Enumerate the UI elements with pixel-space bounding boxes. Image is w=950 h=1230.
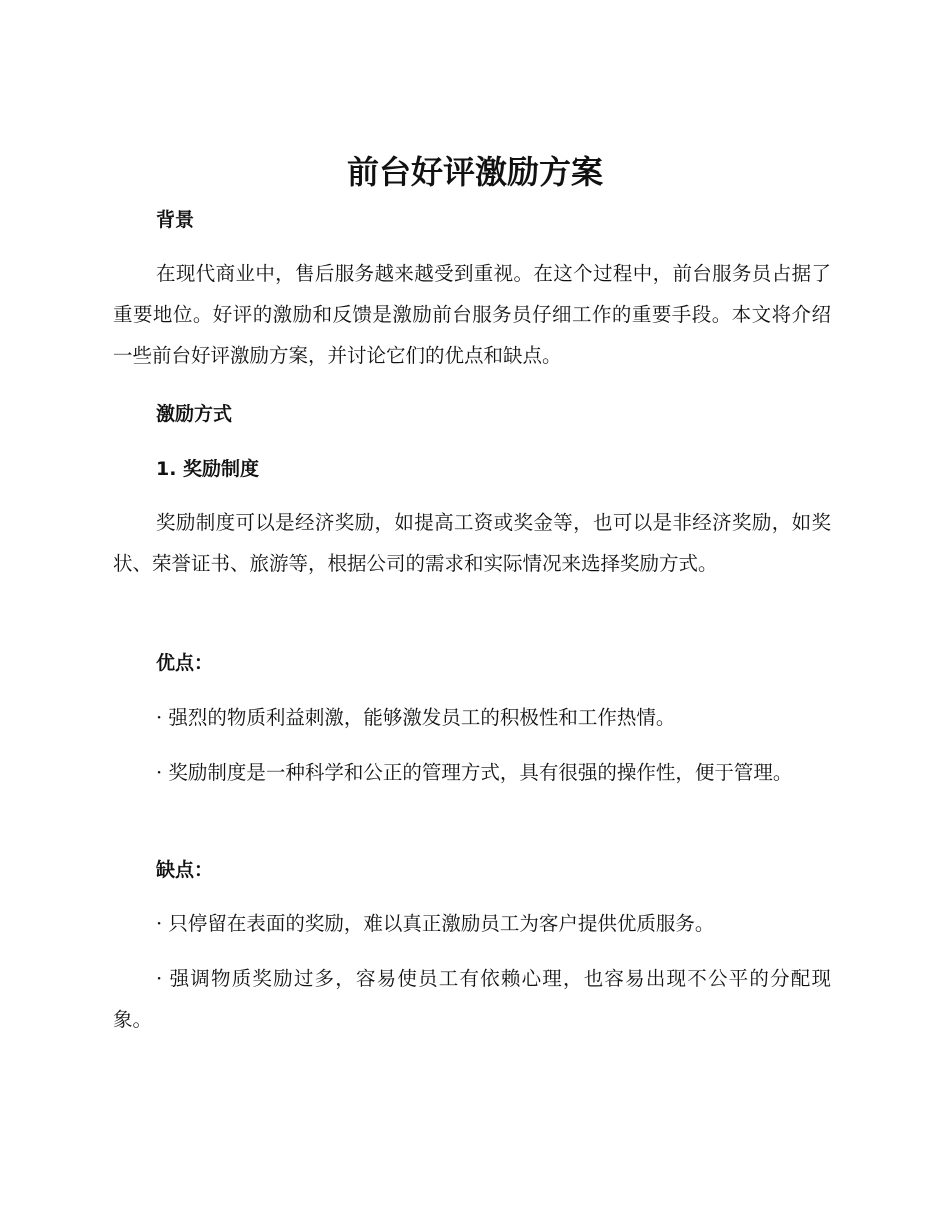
pros-item: · 奖励制度是一种科学和公正的管理方式，具有很强的操作性，便于管理。 (156, 761, 793, 784)
document-title: 前台好评激励方案 (346, 153, 603, 191)
heading-methods: 激励方式 (156, 403, 233, 425)
heading-pros: 优点： (156, 652, 214, 674)
reward-paragraph: 奖励制度可以是经济奖励，如提高工资或奖金等，也可以是非经济奖励，如奖状、荣誉证书、旅游等，根据公司的需求和实际情况来选择奖励方式。 (113, 511, 831, 575)
heading-cons: 缺点： (156, 859, 214, 881)
heading-background: 背景 (156, 209, 195, 231)
heading-reward-system: 1. 奖励制度 (156, 458, 260, 480)
cons-item: · 强调物质奖励过多，容易使员工有依赖心理，也容易出现不公平的分配现象。 (113, 967, 831, 1031)
pros-item: · 强烈的物质利益刺激，能够激发员工的积极性和工作热情。 (156, 706, 676, 729)
cons-item: · 只停留在表面的奖励，难以真正激励员工为客户提供优质服务。 (156, 912, 715, 935)
background-paragraph: 在现代商业中，售后服务越来越受到重视。在这个过程中，前台服务员占据了重要地位。好评的激励和反馈是激励前台服务员仔细工作的重要手段。本文将介绍一些前台好评激励方案，并讨论它们的优点和缺点。 (113, 262, 831, 367)
